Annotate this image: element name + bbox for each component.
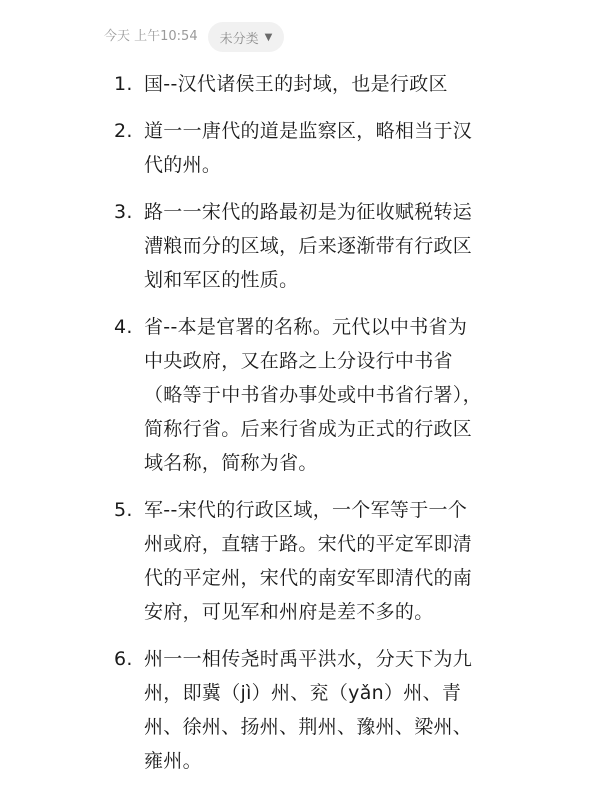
item-number: 4. [114, 316, 133, 338]
caret-down-icon: ▼ [264, 31, 273, 43]
item-text: 道一一唐代的道是监察区，略相当于汉代的州。 [144, 120, 473, 176]
item-text: 省--本是官署的名称。元代以中书省为中央政府，又在路之上分设行中书省（略等于中书省办事处或中书省行署），简称行省。后来行省成为正式的行政区域名称，简称为省。 [144, 316, 482, 474]
list-item [114, 114, 584, 182]
item-text: 军--宋代的行政区域，一个军等于一个州或府，直辖于路。宋代的平定军即清代的平定州，宋代的南安军即清代的南安府，可见军和州府是差不多的。 [144, 499, 473, 623]
item-number: 1. [114, 73, 133, 95]
category-label: 未分类 [219, 31, 259, 47]
list-item [114, 195, 584, 297]
item-number: 3. [114, 201, 133, 223]
item-text: 路一一宋代的路最初是为征收赋税转运漕粮而分的区域，后来逐渐带有行政区划和军区的性质。 [144, 201, 473, 291]
list-item [114, 642, 584, 778]
timestamp: 今天 上午10:54 [104, 29, 198, 44]
category-dropdown[interactable] [208, 22, 285, 52]
list-item [114, 493, 584, 629]
item-number: 2. [114, 120, 133, 142]
note-list [114, 67, 584, 791]
item-text: 州一一相传尧时禹平洪水，分天下为九州，即冀（jì）州、兖（yǎn）州、青州、徐州、扬州、荆州、豫州、梁州、雍州。 [144, 648, 473, 772]
list-item [114, 310, 584, 480]
item-number: 5. [114, 499, 133, 521]
list-item [114, 67, 584, 101]
note-header [104, 22, 284, 52]
item-number: 6. [114, 648, 133, 670]
item-text: 国--汉代诸侯王的封域，也是行政区 [144, 73, 448, 95]
